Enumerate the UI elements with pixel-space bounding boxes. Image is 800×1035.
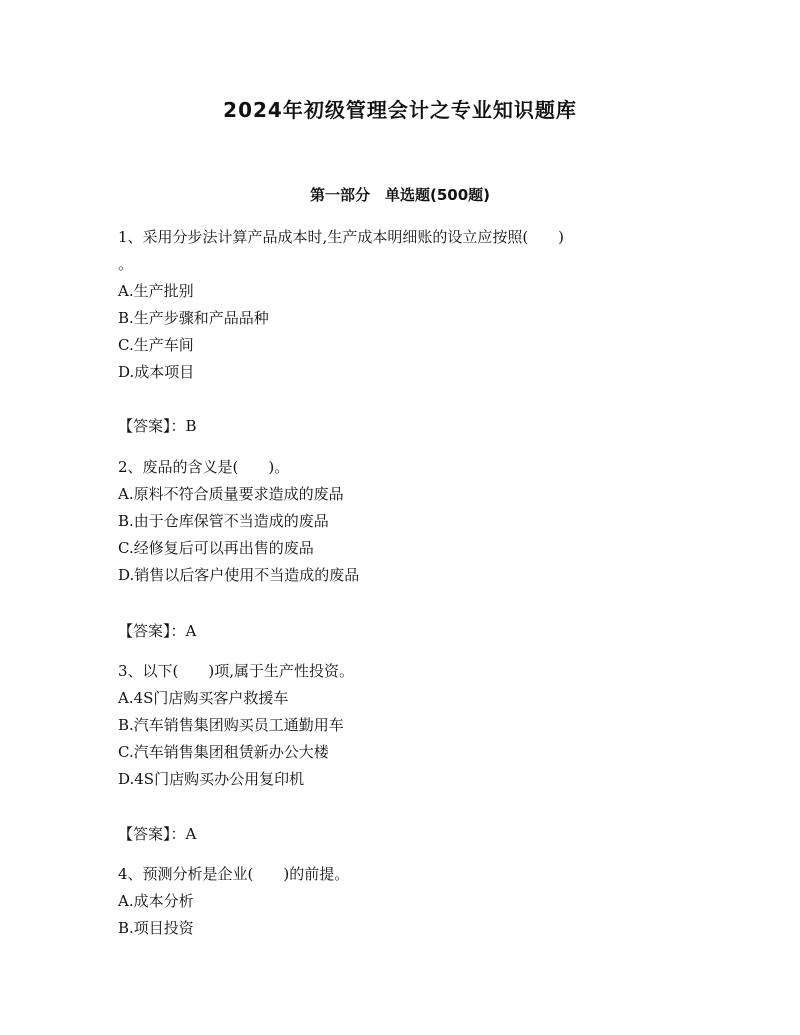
question-1-stem: 1、采用分步法计算产品成本时,生产成本明细账的设立应按照( ) <box>118 228 565 246</box>
question-4-stem: 4、预测分析是企业( )的前提。 <box>118 865 350 883</box>
question-3-option-b: B.汽车销售集团购买员工通勤用车 <box>118 716 344 734</box>
question-2-answer: 【答案】：A <box>118 622 197 640</box>
question-2-stem: 2、废品的含义是( )。 <box>118 458 290 476</box>
question-2-option-d: D.销售以后客户使用不当造成的废品 <box>118 566 360 584</box>
question-3-stem: 3、以下( )项,属于生产性投资。 <box>118 662 355 680</box>
question-2-option-b: B.由于仓库保管不当造成的废品 <box>118 512 329 530</box>
question-2-option-c: C.经修复后可以再出售的废品 <box>118 539 314 557</box>
question-1-option-d: D.成本项目 <box>118 363 195 381</box>
question-4-option-a: A.成本分析 <box>118 892 194 910</box>
question-1-option-c: C.生产车间 <box>118 336 194 354</box>
question-1-option-a: A.生产批别 <box>118 282 194 300</box>
question-3-option-a: A.4S门店购买客户救援车 <box>118 689 289 707</box>
question-1-option-b: B.生产步骤和产品品种 <box>118 309 269 327</box>
question-3-option-d: D.4S门店购买办公用复印机 <box>118 770 305 788</box>
question-1-answer: 【答案】：B <box>118 417 197 435</box>
question-4-option-b: B.项目投资 <box>118 919 194 937</box>
question-2-option-a: A.原料不符合质量要求造成的废品 <box>118 485 344 503</box>
question-1-stem-continued: 。 <box>118 255 134 273</box>
document-title: 2024年初级管理会计之专业知识题库 <box>223 98 577 122</box>
question-3-option-c: C.汽车销售集团租赁新办公大楼 <box>118 743 329 761</box>
section-heading: 第一部分 单选题(500题) <box>309 186 491 204</box>
question-3-answer: 【答案】：A <box>118 825 197 843</box>
